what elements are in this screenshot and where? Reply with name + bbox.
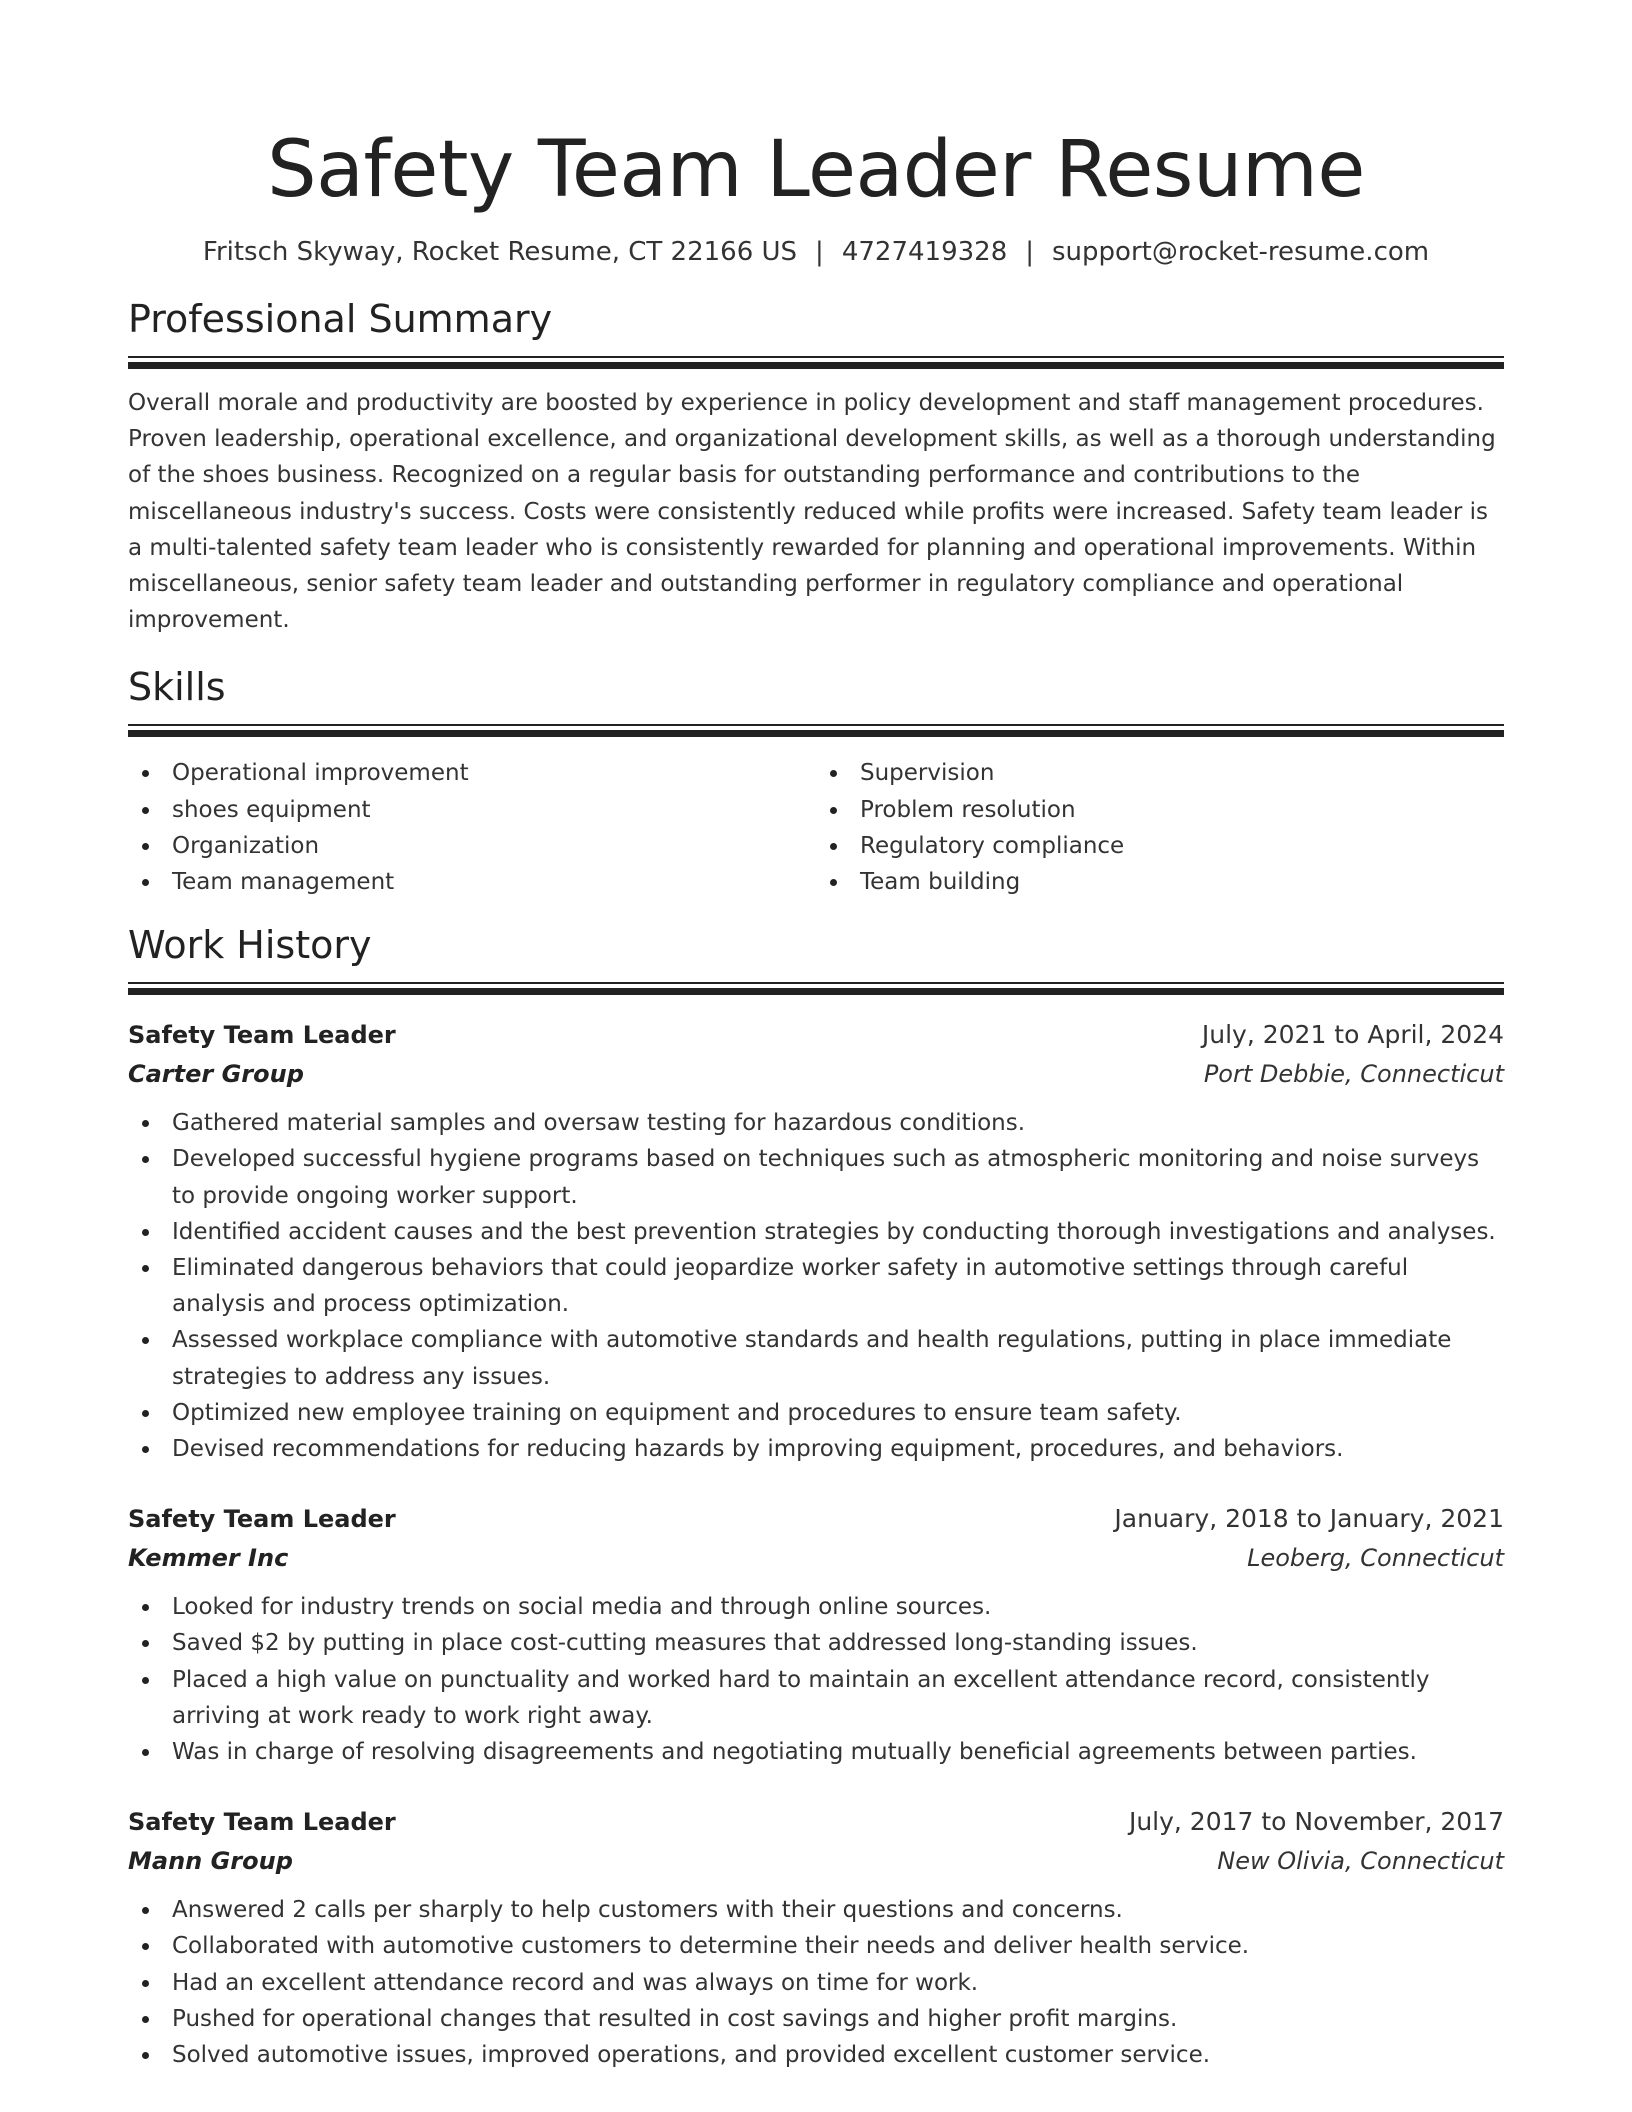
job-bullets <box>128 1589 1504 1770</box>
job-location: New Olivia, Connecticut <box>1217 1847 1504 1876</box>
job-bullet: Gathered material samples and oversaw testing for hazardous conditions. <box>128 1105 1504 1141</box>
section-divider <box>128 356 1504 369</box>
job-bullet: Eliminated dangerous behaviors that could jeopardize worker safety in automotive settings through careful analysis and process optimization. <box>128 1250 1504 1322</box>
job-title: Safety Team Leader <box>128 1505 396 1534</box>
summary-heading: Professional Summary <box>128 297 553 341</box>
job-bullet: Answered 2 calls per sharply to help customers with their questions and concerns. <box>128 1892 1504 1928</box>
work-history-heading: Work History <box>128 923 372 968</box>
job-dates: July, 2021 to April, 2024 <box>1201 1020 1504 1050</box>
job-bullet: Solved automotive issues, improved operations, and provided excellent customer service. <box>128 2037 1504 2073</box>
job-title: Safety Team Leader <box>128 1808 396 1837</box>
job-bullet: Saved $2 by putting in place cost-cutting measures that addressed long-standing issues. <box>128 1625 1504 1661</box>
skill-item: Team management <box>128 864 816 900</box>
job-bullet: Developed successful hygiene programs based on techniques such as atmospheric monitoring and noise surveys to provide ongoing worker support. <box>128 1141 1504 1213</box>
skill-item: Regulatory compliance <box>816 828 1504 864</box>
job-company: Kemmer Inc <box>128 1544 289 1573</box>
job-bullet: Placed a high value on punctuality and worked hard to maintain an excellent attendance record, consistently arriving at work ready to work right away. <box>128 1662 1504 1734</box>
resume-page <box>128 0 1504 2073</box>
skills-column-right <box>816 755 1504 900</box>
job-bullets <box>128 1105 1504 1467</box>
skills-list <box>128 755 1504 900</box>
job-company: Mann Group <box>128 1847 293 1876</box>
skills-column-left <box>128 755 816 900</box>
contact-address: Fritsch Skyway, Rocket Resume, CT 22166 US <box>202 237 798 267</box>
job-bullet: Optimized new employee training on equipment and procedures to ensure team safety. <box>128 1395 1504 1431</box>
skill-item: Team building <box>816 864 1504 900</box>
job-bullet: Devised recommendations for reducing hazards by improving equipment, procedures, and behaviors. <box>128 1431 1504 1467</box>
job-bullet: Assessed workplace compliance with automotive standards and health regulations, putting in place immediate strategies to address any issues. <box>128 1322 1504 1394</box>
job-dates: July, 2017 to November, 2017 <box>1128 1807 1504 1837</box>
job-location: Leoberg, Connecticut <box>1247 1544 1504 1573</box>
contact-phone: 4727419328 <box>841 237 1008 267</box>
job-bullet: Collaborated with automotive customers to determine their needs and deliver health service. <box>128 1928 1504 1964</box>
job-bullet: Had an excellent attendance record and was always on time for work. <box>128 1965 1504 2001</box>
summary-text: Overall morale and productivity are boosted by experience in policy development and staff management procedures. Proven leadership, operational excellence, and organizational development skills, as well as a thorough understanding of the shoes business. Recognized on a regular basis for outstanding performance and contributions to the miscellaneous industry's success. Costs were consistently reduced while profits were increased. Safety team leader is a multi-talented safety team leader who is consistently rewarded for planning and operational improvements. Within miscellaneous, senior safety team leader and outstanding performer in regulatory compliance and operational improvement. <box>128 390 1496 634</box>
resume-title: Safety Team Leader Resume <box>267 125 1365 215</box>
skill-item: Operational improvement <box>128 755 816 791</box>
job-entry <box>128 1015 1504 1467</box>
section-divider <box>128 724 1504 737</box>
job-bullet: Looked for industry trends on social media and through online sources. <box>128 1589 1504 1625</box>
job-bullet: Identified accident causes and the best prevention strategies by conducting thorough investigations and analyses. <box>128 1214 1504 1250</box>
job-company: Carter Group <box>128 1060 304 1089</box>
job-title: Safety Team Leader <box>128 1021 396 1050</box>
job-dates: January, 2018 to January, 2021 <box>1114 1504 1504 1534</box>
skill-item: Organization <box>128 828 816 864</box>
job-location: Port Debbie, Connecticut <box>1203 1060 1504 1089</box>
skill-item: Problem resolution <box>816 792 1504 828</box>
contact-separator: | <box>1025 237 1034 267</box>
job-entry <box>128 1499 1504 1770</box>
job-entry <box>128 1802 1504 2073</box>
skills-heading: Skills <box>128 665 226 710</box>
skill-item: shoes equipment <box>128 792 816 828</box>
job-bullet: Was in charge of resolving disagreements and negotiating mutually beneficial agreements between parties. <box>128 1734 1504 1770</box>
job-bullet: Pushed for operational changes that resulted in cost savings and higher profit margins. <box>128 2001 1504 2037</box>
contact-line <box>128 234 1504 270</box>
contact-email: support@rocket-resume.com <box>1052 237 1430 267</box>
job-bullets <box>128 1892 1504 2073</box>
contact-separator: | <box>815 237 824 267</box>
skill-item: Supervision <box>816 755 1504 791</box>
section-divider <box>128 982 1504 995</box>
